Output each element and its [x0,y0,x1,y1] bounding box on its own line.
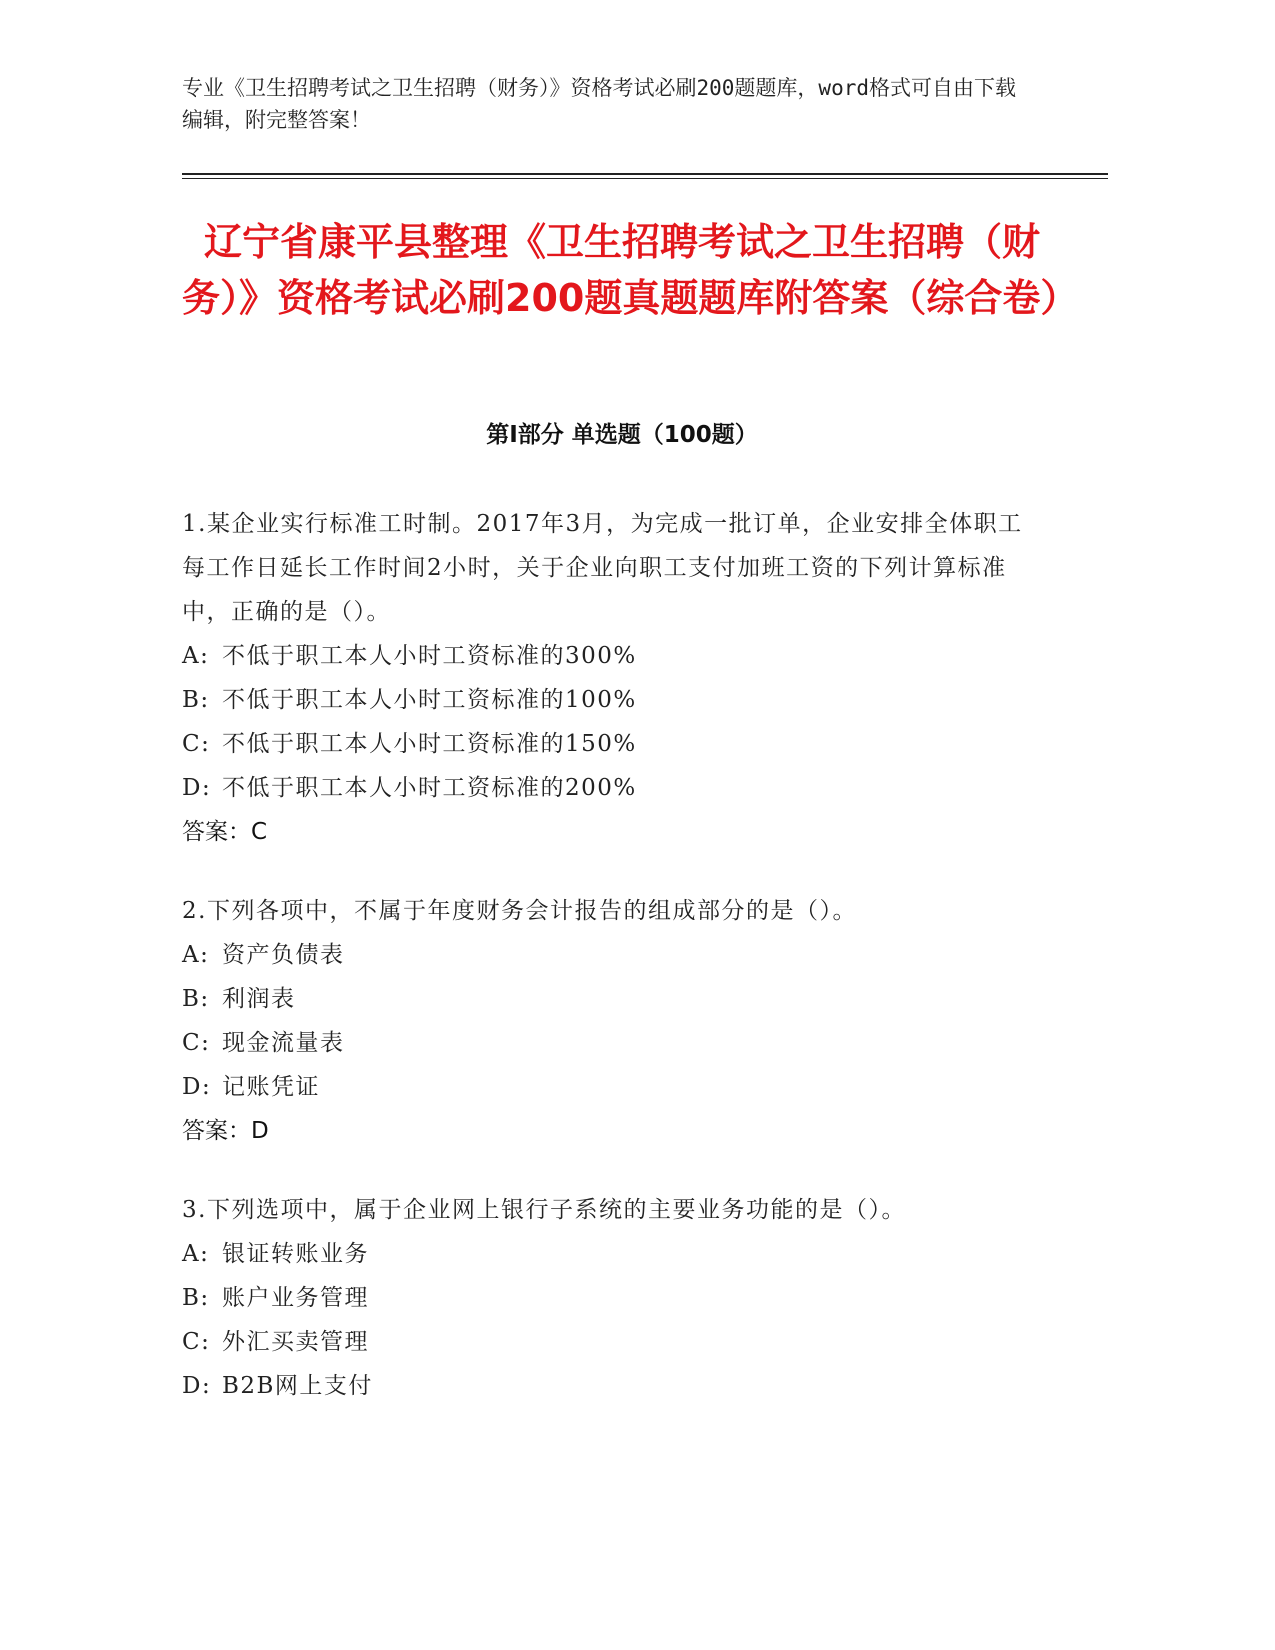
option-text: 账户业务管理 [222,1285,369,1311]
option-text: 不低于职工本人小时工资标准的200% [222,775,637,801]
option-b [182,678,1042,722]
question-stem: 2.下列各项中，不属于年度财务会计报告的组成部分的是（）。 [182,898,857,924]
option-text: 记账凭证 [222,1074,320,1100]
option-text: 不低于职工本人小时工资标准的300% [222,643,637,669]
answer-line: 答案：D [182,1118,269,1144]
option-key: C: [182,1030,211,1056]
answer-line: 答案：C [182,819,268,845]
option-key: A: [182,942,210,968]
document-title: 辽宁省康平县整理《卫生招聘考试之卫生招聘（财务）》资格考试必刷200题真题题库附答案（综合卷） [182,220,1079,320]
option-text: B2B网上支付 [222,1373,373,1399]
option-key: B: [182,1285,210,1311]
section-heading: 第Ⅰ部分 单选题（100题） [486,422,758,448]
option-key: B: [182,687,210,713]
option-a [182,1232,1042,1276]
question-2 [182,889,1042,1153]
question-list [182,502,1042,1443]
option-key: C: [182,1329,211,1355]
header-note: 专业《卫生招聘考试之卫生招聘（财务）》资格考试必刷200题题库，word格式可自由下载编辑，附完整答案！ [182,76,1016,132]
option-text: 资产负债表 [222,942,345,968]
option-text: 不低于职工本人小时工资标准的150% [222,731,637,757]
option-text: 现金流量表 [222,1030,345,1056]
option-key: D: [182,775,212,801]
option-key: B: [182,986,210,1012]
option-text: 银证转账业务 [222,1241,369,1267]
option-a [182,634,1042,678]
option-a [182,933,1042,977]
option-d [182,1364,1042,1408]
option-b [182,977,1042,1021]
option-key: A: [182,643,210,669]
option-text: 外汇买卖管理 [222,1329,369,1355]
option-d [182,766,1042,810]
question-1 [182,502,1042,854]
question-3 [182,1188,1042,1408]
option-c [182,722,1042,766]
option-c [182,1320,1042,1364]
option-key: C: [182,731,211,757]
option-text: 利润表 [222,986,296,1012]
option-key: D: [182,1074,212,1100]
option-c [182,1021,1042,1065]
option-text: 不低于职工本人小时工资标准的100% [222,687,637,713]
option-key: D: [182,1373,212,1399]
question-stem: 1.某企业实行标准工时制。2017年3月，为完成一批订单，企业安排全体职工每工作日延长工作时间2小时，关于企业向职工支付加班工资的下列计算标准中，正确的是（）。 [182,511,1023,625]
header-rule-thin [182,178,1108,179]
header-rule-thick [182,173,1108,175]
option-d [182,1065,1042,1109]
option-key: A: [182,1241,210,1267]
question-stem: 3.下列选项中，属于企业网上银行子系统的主要业务功能的是（）。 [182,1197,906,1223]
option-b [182,1276,1042,1320]
